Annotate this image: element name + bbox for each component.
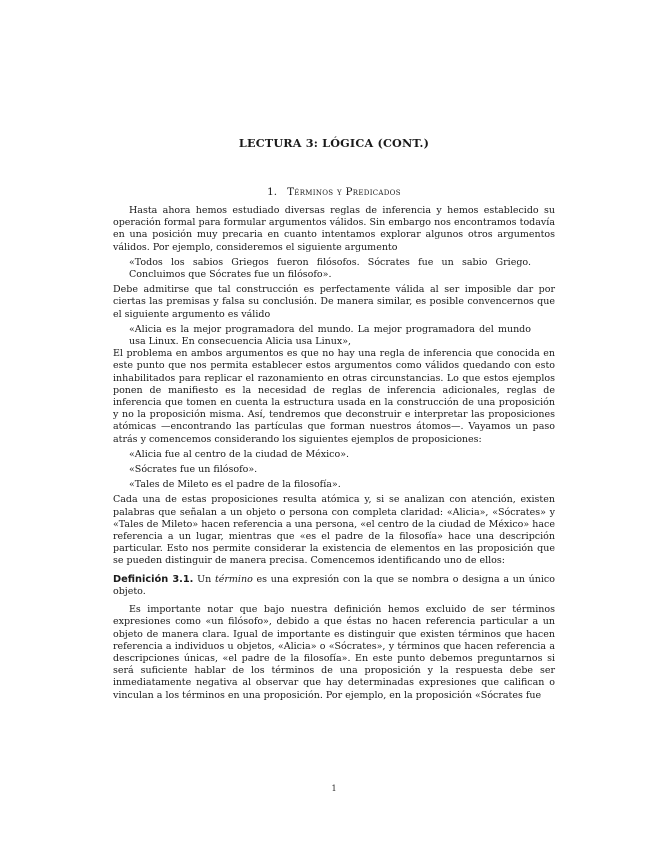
section-title: Términos y Predicados [287, 186, 401, 198]
lecture-title: LECTURA 3: LÓGICA (CONT.) [238, 136, 430, 150]
body-text [113, 205, 555, 702]
section-number: 1. [267, 186, 278, 198]
definition-text-pre: Un [197, 573, 212, 585]
example-proposition-socrates: «Sócrates fue un filósofo». [129, 464, 258, 476]
page-number: 1 [331, 784, 337, 793]
definition-3-1 [113, 574, 555, 598]
section-heading [113, 186, 555, 198]
definition-term: término [214, 573, 253, 585]
example-proposition-alicia: «Alicia fue al centro de la ciudad de México». [129, 448, 350, 460]
paragraph-terms-discussion: Es importante notar que bajo nuestra definición hemos excluido de ser términos expresiones como «un filósofo», debido a que éstas no hacen referencia particular a un objeto de manera clara. Igual de importante es distinguir que existen términos que hacen referencia a individuos u objetos, «Alicia» o «Sócrates», y términos que hacen referencia a descripciones únicas, «el padre de la filosofía». En este punto debemos preguntarnos si será suficiente hablar de los términos de una proposición y la respuesta debe ser inmediatamente negativa al observar que hay determinadas expresiones que califican o vinculan a los términos en una proposición. Por ejemplo, en la proposición «Sócrates fue [113, 604, 555, 701]
paragraph-validity: Debe admitirse que tal construcción es perfectamente válida al ser imposible dar por ciertas las premisas y falsa su conclusión. De manera similar, es posible convencernos que el siguiente argumento es válido [113, 284, 555, 320]
paragraph-problem: El problema en ambos argumentos es que no hay una regla de inferencia que conocida en este punto que nos permita establecer estos argumentos como válidos quedando con esto inhabilitados para replicar el razonamiento en otras circunstancias. Lo que estos ejemplos ponen de manifiesto es la necesidad de reglas de inferencia adicionales, reglas de inferencia que tomen en cuenta la estructura usada en la construcción de una proposición y no la proposición misma. Así, tendremos que deconstruir e interpretar las proposiciones atómicas —encontrando las partículas que forman nuestros átomos—. Vayamos un paso atrás y comencemos considerando los siguientes ejemplos de proposiciones: [113, 348, 555, 445]
paragraph-analysis: Cada una de estas proposiciones resulta atómica y, si se analizan con atención, existen palabras que señalan a un objeto o persona con completa claridad: «Alicia», «Sócrates» y «Tales de Mileto» hacen referencia a una persona, «el centro de la ciudad de México» hace referencia a un lugar, mientras que «es el padre de la filosofía» hace una descripción particular. Esto nos permite considerar la existencia de elementos en las proposición que se pueden distinguir de manera precisa. Comencemos identificando uno de ellos: [113, 494, 555, 567]
quote-socrates-argument: «Todos los sabios Griegos fueron filósofos. Sócrates fue un sabio Griego. Concluimos que Sócrates fue un filósofo». [129, 256, 531, 281]
definition-text-post: es una expresión con la que se nombra o designa a un único objeto. [113, 573, 555, 597]
definition-label: Definición 3.1. [113, 573, 194, 585]
paragraph-intro: Hasta ahora hemos estudiado diversas reglas de inferencia y hemos establecido su operación formal para formular argumentos válidos. Sin embargo nos encontramos todavía en una posición muy precaria en cuanto intentamos explorar algunos otros argumentos válidos. Por ejemplo, consideremos el siguiente argumento [113, 205, 555, 253]
quote-alicia-argument: «Alicia es la mejor programadora del mundo. La mejor programadora del mundo usa Linux. En consecuencia Alicia usa Linux», [129, 323, 531, 348]
example-proposition-tales: «Tales de Mileto es el padre de la filosofía». [129, 479, 341, 491]
page [113, 0, 555, 848]
